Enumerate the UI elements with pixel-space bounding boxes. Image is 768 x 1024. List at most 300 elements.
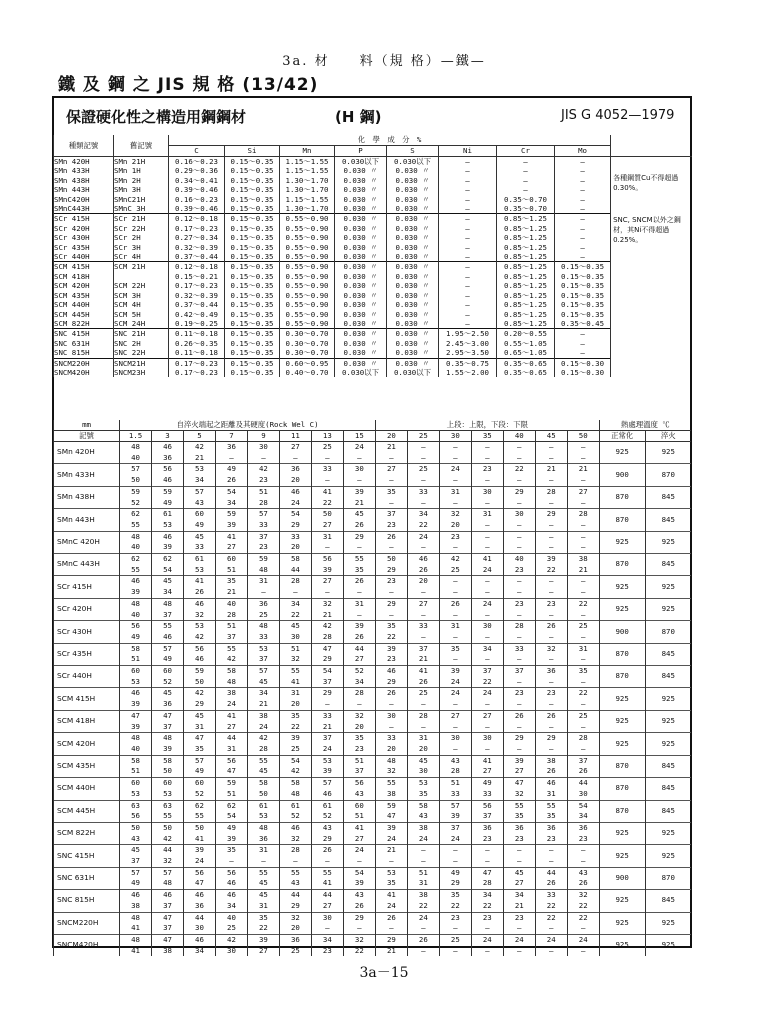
hardness-lower: 26 xyxy=(535,878,567,889)
hardness-upper: — xyxy=(567,845,599,856)
chem-cell: SCr 420H xyxy=(54,224,114,233)
hardness-upper: 39 xyxy=(375,643,407,654)
hardness-lower: — xyxy=(375,475,407,486)
chem-cell: 0.030 〃 xyxy=(387,319,439,329)
hardness-upper: 62 xyxy=(215,800,247,811)
chem-cell: — xyxy=(439,157,497,167)
hardness-upper: 56 xyxy=(184,867,216,878)
hardness-lower: 32 xyxy=(184,610,216,621)
hardness-row-lower xyxy=(54,722,692,733)
hardness-lower: — xyxy=(311,699,343,710)
normalizing-temp: 925 xyxy=(599,912,645,934)
chem-cell: 0.030 〃 xyxy=(335,329,387,339)
hardness-lower: 50 xyxy=(120,475,152,486)
hardness-upper: 39 xyxy=(439,666,471,677)
hardness-upper: 48 xyxy=(247,822,279,833)
hardness-lower: 45 xyxy=(247,766,279,777)
chem-cell: SNC 815H xyxy=(54,348,114,358)
chem-cell: SNCM420H xyxy=(54,368,114,377)
hardness-upper: 26 xyxy=(343,576,375,587)
hardness-upper: 29 xyxy=(535,509,567,520)
hardness-lower: 43 xyxy=(184,498,216,509)
hardness-lower: 31 xyxy=(535,789,567,800)
hardness-lower: 34 xyxy=(567,811,599,822)
hardness-upper: 44 xyxy=(184,912,216,923)
hardness-upper: 53 xyxy=(247,643,279,654)
normalizing-temp: 900 xyxy=(599,867,645,889)
normalizing-temp: 925 xyxy=(599,710,645,732)
hardness-lower: 34 xyxy=(343,677,375,688)
normalizing-temp: 925 xyxy=(599,934,645,956)
hardness-lower: 31 xyxy=(215,744,247,755)
hardness-lower: 21 xyxy=(343,498,375,509)
chem-cell: 0.030 〃 xyxy=(335,214,387,224)
hardness-upper: 45 xyxy=(184,531,216,542)
hardness-upper: 54 xyxy=(567,800,599,811)
hardness-lower: 50 xyxy=(184,677,216,688)
hardness-lower: — xyxy=(247,856,279,867)
hardness-upper: 36 xyxy=(535,666,567,677)
hardness-upper: 31 xyxy=(567,643,599,654)
hardness-lower: 20 xyxy=(407,744,439,755)
hardness-lower: — xyxy=(375,453,407,464)
hardness-upper: 31 xyxy=(343,598,375,609)
quenching-temp: 925 xyxy=(645,598,691,620)
hardness-lower: — xyxy=(535,453,567,464)
hardness-upper: 43 xyxy=(311,822,343,833)
hardness-lower: 22 xyxy=(439,901,471,912)
hardness-upper: 36 xyxy=(247,598,279,609)
hardness-upper: 55 xyxy=(215,643,247,654)
hardness-upper: 35 xyxy=(247,912,279,923)
grade-name: SMnC 420H xyxy=(54,531,120,553)
hardness-lower: — xyxy=(471,923,503,934)
hardness-lower: 25 xyxy=(247,610,279,621)
hardness-upper: 29 xyxy=(503,486,535,497)
hardness-upper: 50 xyxy=(311,509,343,520)
hardness-lower: 51 xyxy=(215,565,247,576)
hardness-upper: 59 xyxy=(120,486,152,497)
chem-cell: — xyxy=(439,233,497,242)
chem-cell: — xyxy=(497,185,555,194)
chem-cell: 0.11～0.18 xyxy=(169,329,225,339)
hardness-upper: 32 xyxy=(439,509,471,520)
hardness-lower: 42 xyxy=(152,834,184,845)
quenching-temp: 845 xyxy=(645,890,691,912)
hardness-upper: 25 xyxy=(407,688,439,699)
hardness-upper: 33 xyxy=(311,464,343,475)
hardness-lower: 39 xyxy=(120,587,152,598)
chem-cell: 0.85～1.25 xyxy=(497,281,555,290)
chem-row xyxy=(54,176,692,185)
hardness-row-lower xyxy=(54,901,692,912)
hardness-upper: 33 xyxy=(407,486,439,497)
chem-cell: 0.85～1.25 xyxy=(497,233,555,242)
hardness-row-lower xyxy=(54,654,692,665)
hardness-lower: — xyxy=(567,632,599,643)
chem-cell: 0.39～0.46 xyxy=(169,185,225,194)
hardness-lower: 37 xyxy=(343,766,375,777)
chem-header-p: P xyxy=(335,146,387,157)
chem-cell: SMn 438H xyxy=(54,176,114,185)
hardness-upper: 28 xyxy=(279,845,311,856)
hardness-upper: 48 xyxy=(152,733,184,744)
hardness-lower: 39 xyxy=(152,744,184,755)
hardness-lower: 24 xyxy=(407,834,439,845)
hardness-upper: 38 xyxy=(535,755,567,766)
hardness-upper: 57 xyxy=(439,800,471,811)
hardness-upper: 29 xyxy=(375,934,407,945)
chem-cell: SMnC 3H xyxy=(114,204,169,214)
hardness-upper: 38 xyxy=(215,688,247,699)
hardness-lower: 36 xyxy=(184,901,216,912)
chem-cell: — xyxy=(439,281,497,290)
grade-name: SNC 631H xyxy=(54,867,120,889)
hardness-lower: 43 xyxy=(343,789,375,800)
normalizing-temp: 900 xyxy=(599,464,645,486)
chem-cell: — xyxy=(497,166,555,175)
hardness-row-upper xyxy=(54,890,692,901)
hardness-upper: 57 xyxy=(247,666,279,677)
chem-cell: 0.030 〃 xyxy=(335,348,387,358)
chem-cell: 0.030 〃 xyxy=(335,339,387,348)
chem-cell: 0.030 〃 xyxy=(335,252,387,262)
hardness-lower: — xyxy=(343,542,375,553)
normalizing-temp: 870 xyxy=(599,800,645,822)
hardness-upper: 23 xyxy=(439,912,471,923)
chem-cell: 0.030 〃 xyxy=(387,272,439,281)
hardness-upper: 21 xyxy=(535,464,567,475)
hardness-row-upper xyxy=(54,621,692,632)
chem-row xyxy=(54,224,692,233)
normalizing-temp: 925 xyxy=(599,688,645,710)
hardness-lower: 53 xyxy=(184,565,216,576)
hardness-row-lower xyxy=(54,699,692,710)
hardness-upper: 25 xyxy=(407,464,439,475)
hardness-lower: 37 xyxy=(120,856,152,867)
hardness-upper: 55 xyxy=(279,666,311,677)
hardness-upper: 23 xyxy=(471,912,503,923)
chem-cell: 0.15～0.35 xyxy=(225,300,280,309)
chem-cell: — xyxy=(439,262,497,272)
chem-cell: 0.030 〃 xyxy=(335,358,387,368)
chem-cell: SCr 21H xyxy=(114,214,169,224)
hardness-lower: 37 xyxy=(311,677,343,688)
hardness-upper: 56 xyxy=(152,464,184,475)
hardness-lower: — xyxy=(567,744,599,755)
hardness-upper: 59 xyxy=(184,666,216,677)
hardness-lower: 45 xyxy=(247,677,279,688)
subtitle: 保證硬化性之構造用鋼鋼材 xyxy=(66,108,247,126)
hardness-upper: 30 xyxy=(503,509,535,520)
hardness-upper: 41 xyxy=(407,666,439,677)
chem-cell: — xyxy=(439,204,497,214)
hardness-upper: 47 xyxy=(152,710,184,721)
hardness-upper: 26 xyxy=(375,912,407,923)
chem-cell: 0.15～0.35 xyxy=(225,185,280,194)
hardness-lower: — xyxy=(535,856,567,867)
hardness-lower: 49 xyxy=(152,654,184,665)
hardness-lower: — xyxy=(535,475,567,486)
chem-cell: 0.85～1.25 xyxy=(497,319,555,329)
hardness-lower: 53 xyxy=(152,789,184,800)
chem-cell: — xyxy=(439,272,497,281)
chem-cell xyxy=(114,272,169,281)
hardness-row-upper xyxy=(54,710,692,721)
hardness-lower: 53 xyxy=(152,520,184,531)
hardness-lower: 27 xyxy=(215,542,247,553)
standard-number: JIS G 4052—1979 xyxy=(561,108,675,123)
chem-row xyxy=(54,329,692,339)
hardness-lower: 28 xyxy=(247,498,279,509)
hardness-lower: 49 xyxy=(184,520,216,531)
chem-cell: — xyxy=(497,157,555,167)
hardness-upper: 26 xyxy=(535,621,567,632)
chem-row xyxy=(54,368,692,377)
hardness-upper: 53 xyxy=(184,464,216,475)
hardness-lower: — xyxy=(503,744,535,755)
hardness-row-lower xyxy=(54,878,692,889)
hardness-upper: 45 xyxy=(407,755,439,766)
chem-header-si: Si xyxy=(225,146,280,157)
hardness-upper: 44 xyxy=(567,778,599,789)
hardness-upper: 33 xyxy=(311,710,343,721)
hardness-lower: — xyxy=(535,722,567,733)
hardness-lower: — xyxy=(311,542,343,553)
chem-cell: 0.12～0.18 xyxy=(169,214,225,224)
chem-cell: 0.030 〃 xyxy=(335,300,387,309)
hardness-upper: 33 xyxy=(535,890,567,901)
hardness-lower: 36 xyxy=(152,699,184,710)
hardness-upper: 46 xyxy=(152,442,184,453)
chem-cell: 0.15～0.35 xyxy=(225,358,280,368)
chem-cell: SNC 22H xyxy=(114,348,169,358)
hardness-lower: 33 xyxy=(184,542,216,553)
chem-row xyxy=(54,358,692,368)
chem-cell: 0.30～0.70 xyxy=(280,339,335,348)
hardness-upper: 48 xyxy=(375,755,407,766)
chem-cell: 0.15～0.35 xyxy=(225,272,280,281)
hardness-lower: — xyxy=(439,946,471,957)
hardness-lower: 35 xyxy=(343,565,375,576)
chem-cell: 0.030 〃 xyxy=(387,310,439,319)
hardness-upper: 35 xyxy=(215,576,247,587)
chem-cell: 0.030 〃 xyxy=(387,329,439,339)
hardness-upper: 54 xyxy=(279,755,311,766)
hardness-upper: 62 xyxy=(184,800,216,811)
hardness-upper: 28 xyxy=(407,710,439,721)
quenching-temp: 925 xyxy=(645,733,691,755)
chem-cell: SMn 21H xyxy=(114,157,169,167)
chem-cell: 0.37～0.44 xyxy=(169,252,225,262)
hardness-upper: 29 xyxy=(311,688,343,699)
hardness-upper: 27 xyxy=(375,464,407,475)
quenching-temp: 925 xyxy=(645,688,691,710)
hardness-lower: 34 xyxy=(184,475,216,486)
hardness-upper: 35 xyxy=(343,733,375,744)
hardness-upper: 37 xyxy=(407,643,439,654)
hardness-lower: — xyxy=(439,654,471,665)
hardness-lower: 26 xyxy=(535,766,567,777)
hardness-upper: 39 xyxy=(375,822,407,833)
hardness-upper: 44 xyxy=(535,867,567,878)
hardness-upper: 29 xyxy=(503,733,535,744)
hardness-upper: — xyxy=(503,531,535,542)
chem-cell: SCr 22H xyxy=(114,224,169,233)
chem-cell: 0.17～0.23 xyxy=(169,358,225,368)
hardness-upper: 39 xyxy=(503,755,535,766)
hardness-upper: 29 xyxy=(343,912,375,923)
hardness-upper: 48 xyxy=(120,531,152,542)
hardness-lower: 22 xyxy=(311,498,343,509)
hardness-row-lower xyxy=(54,946,692,957)
hardness-upper: 51 xyxy=(439,778,471,789)
hardness-lower: — xyxy=(471,610,503,621)
hardness-lower: — xyxy=(311,587,343,598)
hardness-lower: — xyxy=(439,475,471,486)
hardness-lower: 22 xyxy=(535,565,567,576)
normalizing-temp: 870 xyxy=(599,666,645,688)
hardness-upper: 27 xyxy=(311,576,343,587)
chem-cell: 0.26～0.35 xyxy=(169,339,225,348)
hardness-lower: 25 xyxy=(279,946,311,957)
hardness-upper: 53 xyxy=(375,867,407,878)
hardness-upper: 39 xyxy=(535,554,567,565)
hardness-upper: 26 xyxy=(375,531,407,542)
hardness-lower: 29 xyxy=(439,878,471,889)
chem-cell: 0.15～0.35 xyxy=(225,310,280,319)
chem-cell: SNCM23H xyxy=(114,368,169,377)
chem-cell: SMn 2H xyxy=(114,176,169,185)
hardness-lower: — xyxy=(503,475,535,486)
hardness-lower: 29 xyxy=(279,901,311,912)
chem-cell: SNC 415H xyxy=(54,329,114,339)
chem-cell: 0.030 〃 xyxy=(387,204,439,214)
hardness-upper: 48 xyxy=(247,621,279,632)
chem-cell: 0.030 〃 xyxy=(387,214,439,224)
hardness-row-upper xyxy=(54,643,692,654)
chem-cell: 0.15～0.35 xyxy=(225,339,280,348)
hardness-row-upper xyxy=(54,531,692,542)
normalizing-temp: 870 xyxy=(599,643,645,665)
chem-cell: SMn 1H xyxy=(114,166,169,175)
hardness-lower: 49 xyxy=(152,498,184,509)
chem-cell: 0.30～0.70 xyxy=(280,348,335,358)
normalizing-temp: 925 xyxy=(599,442,645,464)
section-header: 3a. 材 料（規 格）—鐵— xyxy=(282,54,486,69)
quenching-temp: 845 xyxy=(645,486,691,508)
hardness-lower: — xyxy=(375,610,407,621)
hardness-lower: 51 xyxy=(215,789,247,800)
chem-cell: 0.35～0.75 xyxy=(439,358,497,368)
hardness-lower: 21 xyxy=(184,453,216,464)
hardness-lower: — xyxy=(247,587,279,598)
hardness-lower: 22 xyxy=(567,901,599,912)
hardness-lower: 39 xyxy=(311,565,343,576)
normalizing-temp: 925 xyxy=(599,576,645,598)
hardness-lower: — xyxy=(407,923,439,934)
grade-name: SCr 420H xyxy=(54,598,120,620)
hardness-upper: 47 xyxy=(471,867,503,878)
hardness-lower: — xyxy=(343,610,375,621)
hardness-upper: 58 xyxy=(407,800,439,811)
hardness-lower: 35 xyxy=(375,878,407,889)
hardness-upper: — xyxy=(471,576,503,587)
chem-cell: 0.35～0.65 xyxy=(497,368,555,377)
hardness-upper: 41 xyxy=(471,755,503,766)
hardness-upper: 58 xyxy=(215,666,247,677)
hardness-upper: — xyxy=(535,845,567,856)
hardness-lower: 39 xyxy=(439,811,471,822)
chem-cell: 0.17～0.23 xyxy=(169,368,225,377)
hardness-upper: 54 xyxy=(279,509,311,520)
hardness-lower: 22 xyxy=(471,901,503,912)
hardness-lower: 22 xyxy=(247,923,279,934)
hardness-lower: 40 xyxy=(120,744,152,755)
hardness-upper: 31 xyxy=(311,531,343,542)
chem-cell: 0.030 〃 xyxy=(387,243,439,252)
hardness-lower: — xyxy=(343,587,375,598)
chem-cell: 0.030 〃 xyxy=(335,233,387,242)
hardness-row-upper xyxy=(54,934,692,945)
distance-header: 15 xyxy=(343,431,375,442)
hardness-upper: 55 xyxy=(311,867,343,878)
chem-group-header: 化 學 成 分 % xyxy=(169,135,611,146)
hardness-upper: 25 xyxy=(567,710,599,721)
chem-cell: — xyxy=(439,252,497,262)
hardness-row-lower xyxy=(54,766,692,777)
hardness-lower: — xyxy=(279,856,311,867)
chem-row xyxy=(54,300,692,309)
hardness-upper: 38 xyxy=(247,710,279,721)
hardness-lower: 24 xyxy=(375,901,407,912)
hardness-lower: — xyxy=(535,923,567,934)
hardness-lower: — xyxy=(439,699,471,710)
hardness-upper: 24 xyxy=(535,934,567,945)
chem-cell: SCr 4H xyxy=(114,252,169,262)
hardness-row-lower xyxy=(54,811,692,822)
hardness-upper: 27 xyxy=(567,486,599,497)
chem-cell: 0.17～0.23 xyxy=(169,281,225,290)
hardness-upper: 55 xyxy=(535,800,567,811)
hardness-upper: 23 xyxy=(503,912,535,923)
hardness-upper: 29 xyxy=(375,598,407,609)
hardness-upper: 26 xyxy=(439,598,471,609)
chem-cell: 0.030 〃 xyxy=(387,224,439,233)
hardness-lower: 24 xyxy=(184,856,216,867)
hardness-lower: 28 xyxy=(439,766,471,777)
hardness-upper: 28 xyxy=(279,576,311,587)
hardness-lower: 25 xyxy=(215,923,247,934)
hardness-lower: 32 xyxy=(152,856,184,867)
hardness-upper: 34 xyxy=(311,934,343,945)
hardness-upper: 39 xyxy=(184,845,216,856)
hardness-upper: — xyxy=(503,576,535,587)
hardness-lower: 27 xyxy=(343,834,375,845)
hardness-lower: 41 xyxy=(120,946,152,957)
hardness-lower: 48 xyxy=(152,878,184,889)
quenching-temp: 925 xyxy=(645,531,691,553)
hardness-row-upper xyxy=(54,867,692,878)
chem-cell: 0.15～0.30 xyxy=(555,358,611,368)
hardness-lower: — xyxy=(247,453,279,464)
hardness-lower: — xyxy=(279,453,311,464)
chem-cell: — xyxy=(555,204,611,214)
hardness-lower: 51 xyxy=(120,654,152,665)
hardness-lower: 34 xyxy=(215,498,247,509)
hardness-upper: 41 xyxy=(471,554,503,565)
hardness-row-upper xyxy=(54,554,692,565)
